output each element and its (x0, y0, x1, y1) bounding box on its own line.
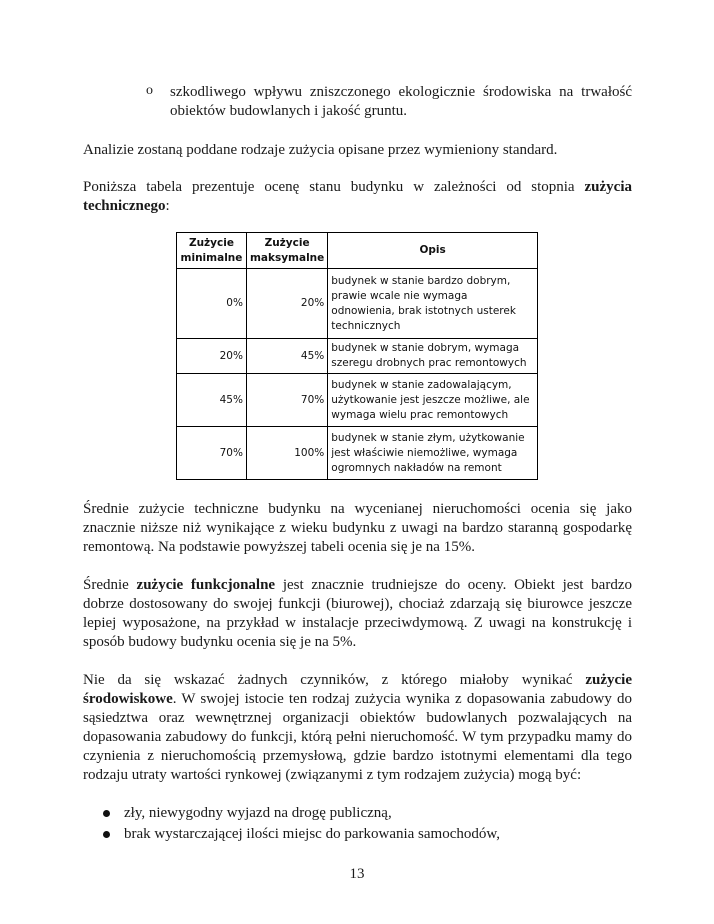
table-header-row (177, 233, 538, 269)
table-row (177, 339, 538, 374)
paragraph-technical: Średnie zużycie techniczne budynku na wycenianej nieruchomości ocenia się jako znacznie niższe niż wynikające z wieku budynku z uwagi na bardzo staranną gospodarkę remontową. Na podstawie powyższej tabeli ocenia się je na 15%. (83, 501, 632, 555)
cell-max: 70% (246, 374, 327, 427)
cell-desc: budynek w stanie zadowalającym, użytkowanie jest jeszcze możliwe, ale wymaga wielu prac remontowych (328, 374, 538, 427)
factor-list (100, 803, 632, 845)
wear-table (176, 232, 538, 480)
functional-text-start: Średnie (83, 577, 137, 593)
cell-min: 70% (177, 427, 247, 480)
cell-desc: budynek w stanie bardzo dobrym, prawie wcale nie wymaga odnowienia, brak istotnych usterek technicznych (328, 269, 538, 339)
table-row (177, 269, 538, 339)
environmental-text-start: Nie da się wskazać żadnych czynników, z którego miałoby wynikać (83, 672, 586, 688)
circle-list-item (146, 83, 632, 121)
table-intro-text: Poniższa tabela prezentuje ocenę stanu budynku w zależności od stopnia (83, 179, 585, 195)
intro-line: Analizie zostaną poddane rodzaje zużycia opisane przez wymieniony standard. (83, 142, 558, 158)
table-intro-suffix: : (165, 198, 170, 214)
list-item (100, 803, 632, 824)
cell-min: 45% (177, 374, 247, 427)
cell-max: 100% (246, 427, 327, 480)
table-intro-bold: zużycia technicznego (83, 179, 632, 214)
list-item (100, 824, 632, 845)
circle-bullet-icon: o (146, 83, 153, 98)
table-row (177, 374, 538, 427)
cell-min: 20% (177, 339, 247, 374)
functional-bold: zużycie funkcjonalne (136, 577, 276, 593)
cell-max: 45% (246, 339, 327, 374)
bullet-icon (103, 810, 110, 817)
header-desc: Opis (328, 233, 538, 269)
list-item-text: brak wystarczającej ilości miejsc do parkowania samochodów, (124, 826, 500, 842)
header-min: Zużycie minimalne (177, 233, 247, 269)
circle-list-item-text: szkodliwego wpływu zniszczonego ekologicznie środowiska na trwałość obiektów budowlanych i jakość gruntu. (170, 84, 632, 119)
cell-desc: budynek w stanie dobrym, wymaga szeregu drobnych prac remontowych (328, 339, 538, 374)
page-number: 13 (349, 866, 365, 882)
header-max: Zużycie maksymalne (246, 233, 327, 269)
functional-text-end: jest znacznie trudniejsze do oceny. Obiekt jest bardzo dobrze dostosowany do swojej funkcji (biurowej), chociaż zdarzają się biurowce jeszcze lepiej wyposażone, na przykład w instalacje przeciwdymową. Z uwagi na konstrukcję i sposób budowy budynku ocenia się je na 5%. (83, 577, 632, 650)
paragraph-environmental (83, 671, 632, 785)
paragraph-functional (83, 576, 632, 652)
bullet-icon (103, 831, 110, 838)
cell-min: 0% (177, 269, 247, 339)
table-intro (83, 178, 632, 216)
list-item-text: zły, niewygodny wyjazd na drogę publiczną, (124, 805, 392, 821)
cell-desc: budynek w stanie złym, użytkowanie jest właściwie niemożliwe, wymaga ogromnych nakładów na remont (328, 427, 538, 480)
cell-max: 20% (246, 269, 327, 339)
environmental-bold: zużycie środowiskowe (83, 672, 632, 707)
environmental-text-end: . W swojej istocie ten rodzaj zużycia wynika z dopasowania zabudowy do sąsiedztwa oraz wewnętrznej organizacji obiektów budowlanych pozwalających na dopasowania zabudowy do funkcji, którą pełni nieruchomość. W tym przypadku mamy do czynienia z nieruchomością przemysłową, gdzie bardzo istotnymi elementami dla tego rodzaju utraty wartości rynkowej (związanymi z tym rodzajem zużycia) mogą być: (83, 691, 632, 783)
table-row (177, 427, 538, 480)
